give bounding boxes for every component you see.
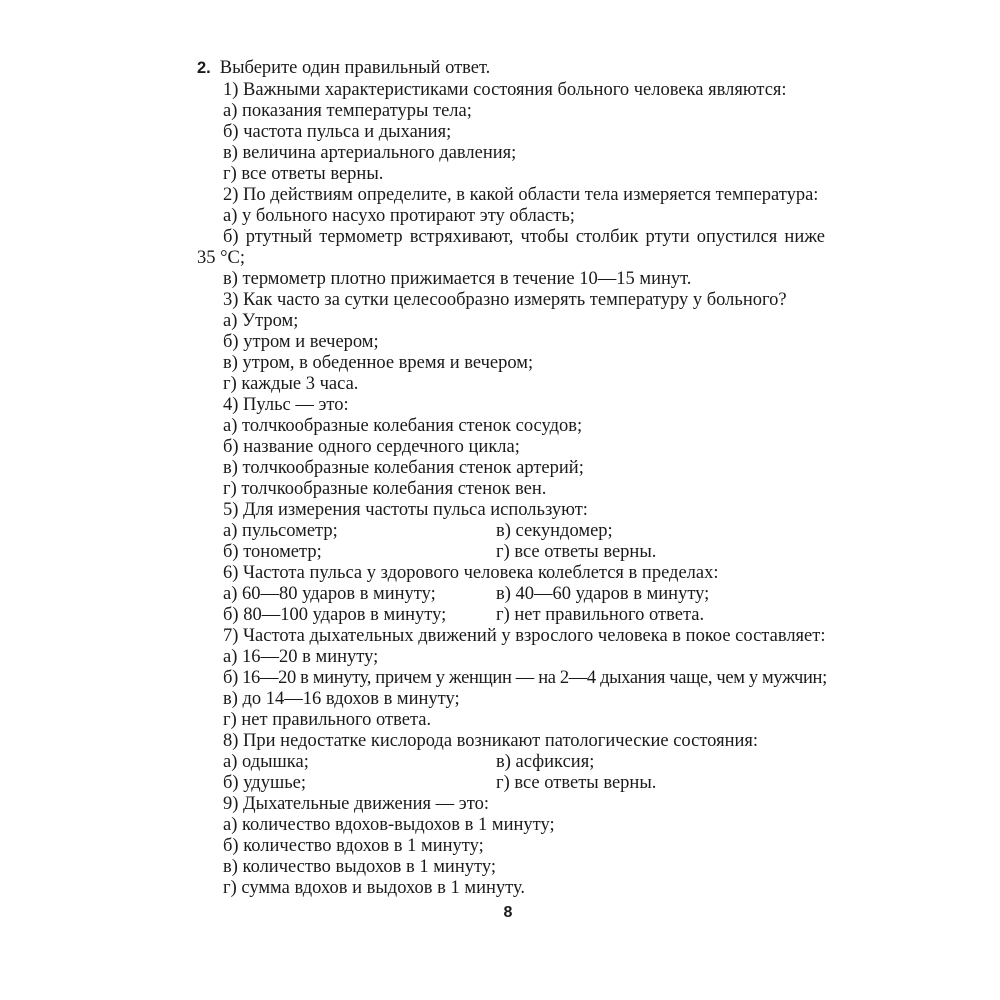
question-9-option-c: в) количество выдохов в 1 минуту; xyxy=(223,857,496,877)
question-4-option-b: б) название одного сердечного цикла; xyxy=(223,437,520,457)
question-8-option-b: б) удушье; xyxy=(223,773,306,793)
question-9: 9) Дыхательные движения — это: xyxy=(223,794,489,814)
question-2-option-b: б) ртутный термометр встряхивают, чтобы столбик ртути опустился ниже 35 °С; xyxy=(197,227,825,268)
question-9-option-d: г) сумма вдохов и выдохов в 1 минуту. xyxy=(223,878,526,898)
question-3: 3) Как часто за сутки целесообразно измерять температуру у больного? xyxy=(223,290,787,310)
question-8: 8) При недостатке кислорода возникают патологические состояния: xyxy=(223,731,759,751)
question-2-option-a: а) у больного насухо протирают эту область; xyxy=(223,206,575,226)
document-page xyxy=(197,58,825,899)
question-7: 7) Частота дыхательных движений у взрослого человека в покое составляет: xyxy=(223,626,826,646)
question-7-option-a: а) 16—20 в минуту; xyxy=(223,647,379,667)
question-6: 6) Частота пульса у здорового человека колеблется в пределах: xyxy=(223,563,719,583)
question-1-option-b: б) частота пульса и дыхания; xyxy=(223,122,452,142)
question-5-row-1 xyxy=(197,521,825,542)
question-2: 2) По действиям определите, в какой области тела измеряется температура: xyxy=(223,185,819,205)
task-number: 2. xyxy=(197,59,211,77)
question-3-option-c: в) утром, в обеденное время и вечером; xyxy=(223,353,534,373)
question-1-option-c: в) величина артериального давления; xyxy=(223,143,517,163)
question-8-row-2 xyxy=(197,773,825,794)
question-1-option-a: а) показания температуры тела; xyxy=(223,101,472,121)
question-1-option-d: г) все ответы верны. xyxy=(223,164,384,184)
question-2-option-c: в) термометр плотно прижимается в течение 10—15 минут. xyxy=(223,269,692,289)
question-5-row-2 xyxy=(197,542,825,563)
question-8-option-d: г) все ответы верны. xyxy=(496,773,657,793)
question-6-row-1 xyxy=(197,584,825,605)
page-number: 8 xyxy=(503,904,513,921)
question-3-option-b: б) утром и вечером; xyxy=(223,332,379,352)
task-header xyxy=(197,58,825,79)
question-6-option-d: г) нет правильного ответа. xyxy=(496,605,705,625)
question-8-row-1 xyxy=(197,752,825,773)
question-9-option-b: б) количество вдохов в 1 минуту; xyxy=(223,836,484,856)
question-5-option-b: б) тонометр; xyxy=(223,542,322,562)
question-5-option-d: г) все ответы верны. xyxy=(496,542,657,562)
question-5: 5) Для измерения частоты пульса используют: xyxy=(223,500,588,520)
question-5-option-c: в) секундомер; xyxy=(496,521,613,541)
question-8-option-a: а) одышка; xyxy=(223,752,309,772)
question-1: 1) Важными характеристиками состояния больного человека являются: xyxy=(223,80,787,100)
question-6-row-2 xyxy=(197,605,825,626)
question-5-option-a: а) пульсометр; xyxy=(223,521,338,541)
question-6-option-c: в) 40—60 ударов в минуту; xyxy=(496,584,710,604)
question-6-option-b: б) 80—100 ударов в минуту; xyxy=(223,605,447,625)
question-4-option-d: г) толчкообразные колебания стенок вен. xyxy=(223,479,547,499)
question-3-option-a: а) Утром; xyxy=(223,311,299,331)
task-title: Выберите один правильный ответ. xyxy=(219,58,491,78)
question-6-option-a: а) 60—80 ударов в минуту; xyxy=(223,584,436,604)
question-4-option-c: в) толчкообразные колебания стенок артерий; xyxy=(223,458,584,478)
question-3-option-d: г) каждые 3 часа. xyxy=(223,374,359,394)
question-4-option-a: а) толчкообразные колебания стенок сосудов; xyxy=(223,416,583,436)
question-4: 4) Пульс — это: xyxy=(223,395,349,415)
question-7-option-b: б) 16—20 в минуту, причем у женщин — на 2—4 дыхания чаще, чем у мужчин; xyxy=(223,668,827,688)
question-9-option-a: а) количество вдохов-выдохов в 1 минуту; xyxy=(223,815,555,835)
question-7-option-d: г) нет правильного ответа. xyxy=(223,710,432,730)
question-8-option-c: в) асфиксия; xyxy=(496,752,595,772)
question-7-option-c: в) до 14—16 вдохов в минуту; xyxy=(223,689,460,709)
